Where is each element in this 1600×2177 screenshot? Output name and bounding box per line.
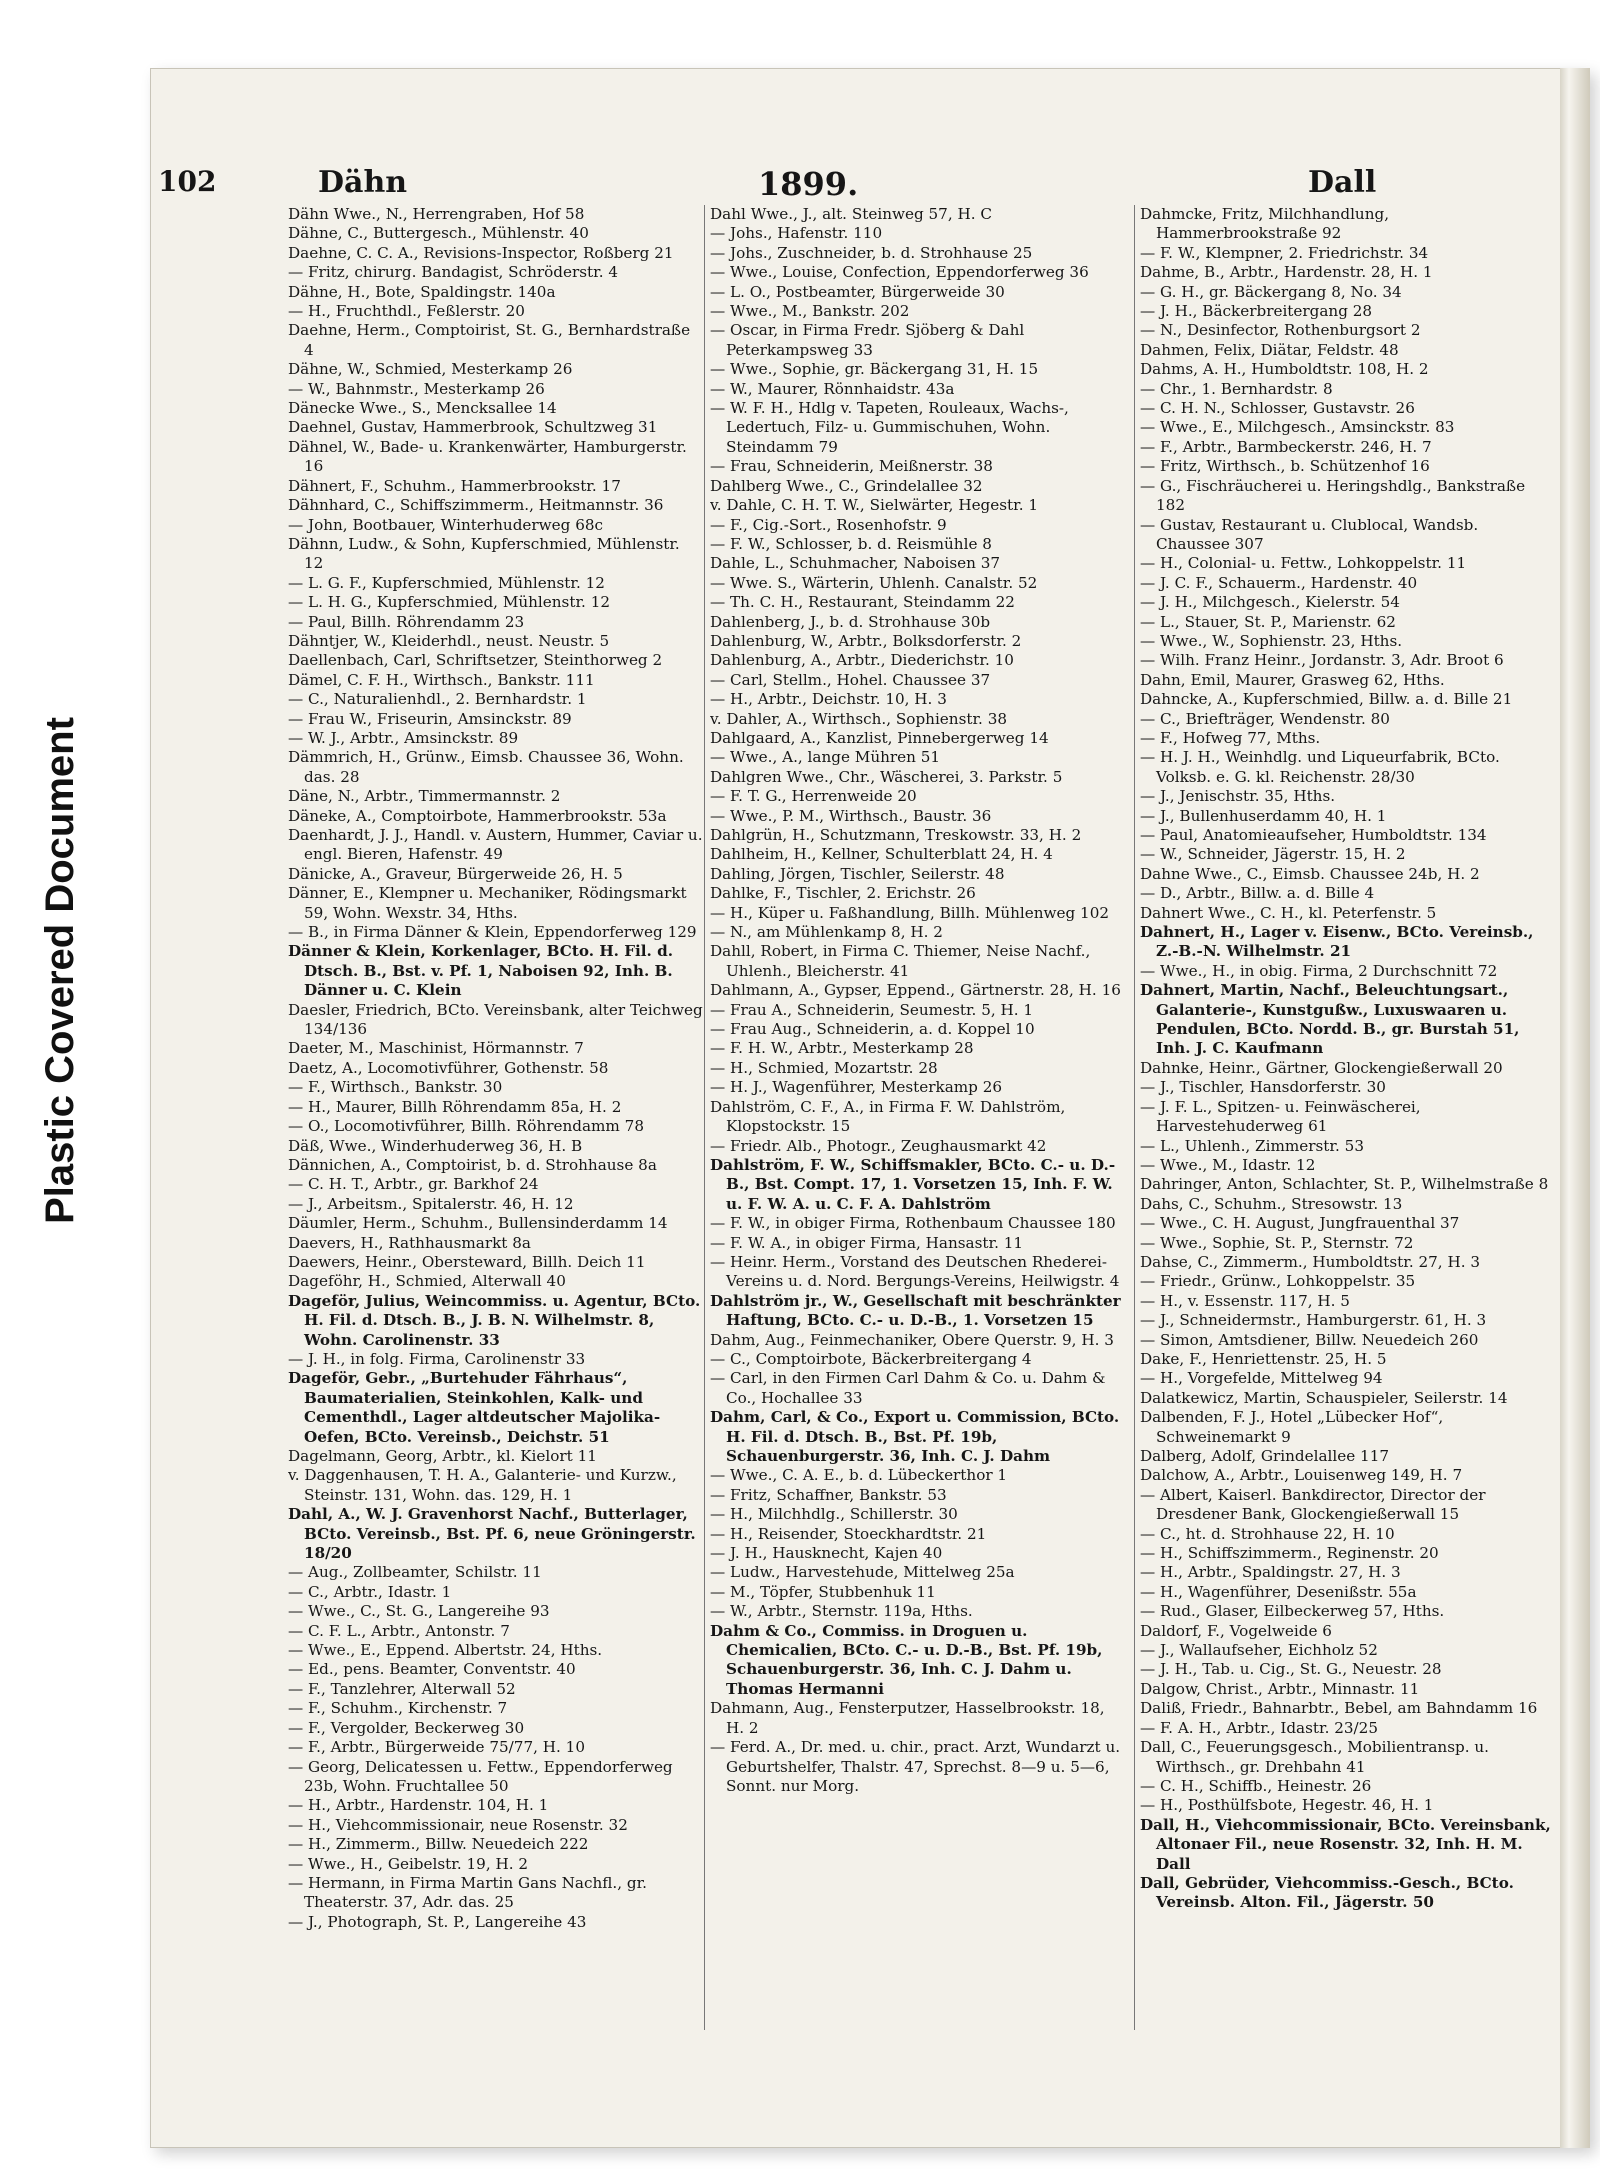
directory-entry: — Wwe., C., St. G., Langereihe 93 <box>288 1602 550 1621</box>
directory-entry: — F. W., in obiger Firma, Rothenbaum Chaussee 180 <box>710 1214 1116 1233</box>
directory-entry: — Wwe. S., Wärterin, Uhlenh. Canalstr. 52 <box>710 573 1038 592</box>
directory-entry: Dall, Gebrüder, Viehcommiss.-Gesch., BCto. Vereinsb. Alton. Fil., Jägerstr. 50 <box>1140 1873 1514 1912</box>
directory-entry: — J., Jenischstr. 35, Hths. <box>1140 787 1336 806</box>
directory-entry: Dahme, B., Arbtr., Hardenstr. 28, H. 1 <box>1140 263 1433 282</box>
directory-entry: Dahlström, F. W., Schiffsmakler, BCto. C.- u. D.-B., Bst. Compt. 17, 1. Vorsetzen 15, Inh. F. W. u. F. W. A. u. C. F. A. Dahlström <box>710 1155 1116 1213</box>
directory-entry: Dahnert, H., Lager v. Eisenw., BCto. Vereinsb., Z.-B.-N. Wilhelmstr. 21 <box>1140 923 1534 961</box>
directory-entry: Däumler, Herm., Schuhm., Bullensinderdamm 14 <box>288 1214 668 1233</box>
directory-entry: Dähnhard, C., Schiffszimmerm., Heitmannstr. 36 <box>288 496 664 515</box>
directory-entry: — Wwe., M., Idastr. 12 <box>1140 1155 1316 1174</box>
directory-entry: — Wwe., Sophie, St. P., Sternstr. 72 <box>1140 1233 1414 1252</box>
directory-entry: Daliß, Friedr., Bahnarbtr., Bebel, am Bahndamm 16 <box>1140 1699 1538 1718</box>
column-divider <box>1134 205 1135 2030</box>
directory-entry: — J., Arbeitsm., Spitalerstr. 46, H. 12 <box>288 1194 574 1213</box>
directory-entry: Daeter, M., Maschinist, Hörmannstr. 7 <box>288 1039 584 1058</box>
directory-entry: — C., Naturalienhdl., 2. Bernhardstr. 1 <box>288 690 587 709</box>
directory-entry: Dalgow, Christ., Arbtr., Minnastr. 11 <box>1140 1679 1420 1698</box>
directory-entry: — Wwe., Louise, Confection, Eppendorferweg 36 <box>710 263 1089 282</box>
directory-entry: — H., Arbtr., Spaldingstr. 27, H. 3 <box>1140 1563 1401 1582</box>
directory-entry: — C., Briefträger, Wendenstr. 80 <box>1140 709 1390 728</box>
page-header <box>158 165 1418 207</box>
directory-entry: Dahlgrün, H., Schutzmann, Treskowstr. 33, H. 2 <box>710 826 1082 844</box>
directory-entry: — O., Locomotivführer, Billh. Röhrendamm 78 <box>288 1117 644 1136</box>
directory-entry: — H., Arbtr., Hardenstr. 104, H. 1 <box>288 1796 549 1815</box>
directory-column-2 <box>710 205 1125 1796</box>
directory-entry: Dageför, Julius, Weincommiss. u. Agentur, BCto. H. Fil. d. Dtsch. B., J. B. N. Wilhelmstr. 8, Wohn. Carolinenstr. 33 <box>288 1291 701 1349</box>
directory-entry: — Th. C. H., Restaurant, Steindamm 22 <box>710 593 1015 612</box>
directory-entry: — H., Milchhdlg., Schillerstr. 30 <box>710 1505 958 1524</box>
directory-entry: — H., Küper u. Faßhandlung, Billh. Mühlenweg 102 <box>710 903 1110 922</box>
directory-entry: — L., Uhlenh., Zimmerstr. 53 <box>1140 1136 1364 1155</box>
directory-entry: — M., Töpfer, Stubbenhuk 11 <box>710 1582 936 1601</box>
directory-entry: Dahms, A. H., Humboldtstr. 108, H. 2 <box>1140 360 1429 379</box>
directory-entry: — Ludw., Harvestehude, Mittelweg 25a <box>710 1563 1015 1582</box>
directory-entry: Dännichen, A., Comptoirist, b. d. Strohhause 8a <box>288 1155 657 1174</box>
directory-entry: — F., Hofweg 77, Mths. <box>1140 728 1321 747</box>
directory-entry: — C. H. N., Schlosser, Gustavstr. 26 <box>1140 399 1415 418</box>
directory-entry: Dalberg, Adolf, Grindelallee 117 <box>1140 1447 1390 1465</box>
directory-entry: Dahle, L., Schuhmacher, Naboisen 37 <box>710 554 1001 573</box>
directory-entry: — H., Colonial- u. Fettw., Lohkoppelstr. 11 <box>1140 554 1467 573</box>
directory-entry: Dähn Wwe., N., Herrengraben, Hof 58 <box>288 205 585 223</box>
directory-entry: Dahmann, Aug., Fensterputzer, Hasselbrookstr. 18, H. 2 <box>710 1699 1105 1737</box>
directory-entry: — D., Arbtr., Billw. a. d. Bille 4 <box>1140 884 1375 903</box>
directory-entry: Dahmcke, Fritz, Milchhandlung, Hammerbrookstraße 92 <box>1140 205 1390 243</box>
directory-entry: — C. F. L., Arbtr., Antonstr. 7 <box>288 1621 510 1640</box>
directory-entry: Daehnel, Gustav, Hammerbrook, Schultzweg 31 <box>288 418 658 437</box>
directory-entry: Daehne, Herm., Comptoirist, St. G., Bernhardstraße 4 <box>288 321 691 359</box>
directory-entry: — Johs., Hafenstr. 110 <box>710 224 883 243</box>
directory-entry: Dahne Wwe., C., Eimsb. Chaussee 24b, H. 2 <box>1140 864 1480 883</box>
directory-entry: Dahlenberg, J., b. d. Strohhause 30b <box>710 612 991 631</box>
directory-entry: Dahnke, Heinr., Gärtner, Glockengießerwall 20 <box>1140 1058 1503 1077</box>
directory-entry: — H. J. H., Weinhdlg. und Liqueurfabrik, BCto. Volksb. e. G. kl. Reichenstr. 28/30 <box>1140 748 1500 786</box>
directory-entry: — F., Schuhm., Kirchenstr. 7 <box>288 1699 508 1718</box>
directory-entry: — Wwe., C. A. E., b. d. Lübeckerthor 1 <box>710 1466 1008 1485</box>
directory-entry: — J., Wallaufseher, Eichholz 52 <box>1140 1641 1378 1660</box>
directory-entry: — H., Zimmerm., Billw. Neuedeich 222 <box>288 1835 589 1854</box>
directory-entry: — Frau, Schneiderin, Meißnerstr. 38 <box>710 457 993 476</box>
directory-entry: Dagelmann, Georg, Arbtr., kl. Kielort 11 <box>288 1447 597 1465</box>
directory-entry: Däne, N., Arbtr., Timmermannstr. 2 <box>288 787 561 806</box>
directory-entry: — Frau W., Friseurin, Amsinckstr. 89 <box>288 709 572 728</box>
directory-entry: — J. H., Milchgesch., Kielerstr. 54 <box>1140 593 1400 612</box>
directory-entry: — Chr., 1. Bernhardstr. 8 <box>1140 379 1333 398</box>
directory-entry: — John, Bootbauer, Winterhuderweg 68c <box>288 515 604 534</box>
directory-entry: Dahlenburg, A., Arbtr., Diederichstr. 10 <box>710 651 1014 670</box>
directory-entry: Daellenbach, Carl, Schriftsetzer, Steinthorweg 2 <box>288 651 663 670</box>
directory-entry: — W., Arbtr., Sternstr. 119a, Hths. <box>710 1602 973 1621</box>
directory-entry: — G., Fischräucherei u. Heringshdlg., Bankstraße 182 <box>1140 476 1526 515</box>
directory-entry: — H., Maurer, Billh Röhrendamm 85a, H. 2 <box>288 1097 622 1116</box>
directory-entry: — H., Viehcommissionair, neue Rosenstr. 32 <box>288 1815 628 1834</box>
directory-entry: — Frau A., Schneiderin, Seumestr. 5, H. 1 <box>710 1000 1034 1019</box>
page-edge <box>1560 68 1590 2148</box>
directory-entry: — Ed., pens. Beamter, Conventstr. 40 <box>288 1660 576 1679</box>
directory-entry: — J. H., Bäckerbreitergang 28 <box>1140 302 1373 321</box>
directory-column-3 <box>1140 205 1555 1913</box>
directory-entry: — W., Maurer, Rönnhaidstr. 43a <box>710 379 955 398</box>
directory-entry: Dänecke Wwe., S., Mencksallee 14 <box>288 399 557 418</box>
directory-entry: — F. H. W., Arbtr., Mesterkamp 28 <box>710 1039 974 1058</box>
directory-entry: — Carl, in den Firmen Carl Dahm & Co. u. Dahm & Co., Hochallee 33 <box>710 1369 1106 1407</box>
directory-entry: Dahm, Aug., Feinmechaniker, Obere Querstr. 9, H. 3 <box>710 1330 1114 1349</box>
directory-entry: Dake, F., Henriettenstr. 25, H. 5 <box>1140 1349 1387 1368</box>
directory-entry: — Wwe., E., Eppend. Albertstr. 24, Hths. <box>288 1641 603 1660</box>
directory-entry: — Aug., Zollbeamter, Schilstr. 11 <box>288 1563 542 1582</box>
directory-entry: — Fritz, Schaffner, Bankstr. 53 <box>710 1485 947 1504</box>
directory-entry: — Simon, Amtsdiener, Billw. Neuedeich 260 <box>1140 1330 1479 1349</box>
directory-entry: — Wwe., Sophie, gr. Bäckergang 31, H. 15 <box>710 360 1039 379</box>
directory-entry: Dähnel, W., Bade- u. Krankenwärter, Hamburgerstr. 16 <box>288 437 687 476</box>
directory-entry: — Carl, Stellm., Hohel. Chaussee 37 <box>710 670 991 689</box>
directory-entry: Dahling, Jörgen, Tischler, Seilerstr. 48 <box>710 864 1005 883</box>
directory-entry: — Hermann, in Firma Martin Gans Nachfl., gr. Theaterstr. 37, Adr. das. 25 <box>288 1873 647 1912</box>
directory-entry: — Paul, Anatomieaufseher, Humboldtstr. 134 <box>1140 826 1487 844</box>
directory-entry: Dahringer, Anton, Schlachter, St. P., Wilhelmstraße 8 <box>1140 1175 1549 1194</box>
directory-entry: Dähntjer, W., Kleiderhdl., neust. Neustr. 5 <box>288 631 610 650</box>
directory-entry: — L. H. G., Kupferschmied, Mühlenstr. 12 <box>288 593 611 612</box>
directory-entry: Dahlgren Wwe., Chr., Wäscherei, 3. Parkstr. 5 <box>710 767 1063 786</box>
directory-entry: Daesler, Friedrich, BCto. Vereinsbank, alter Teichweg 134/136 <box>288 1000 703 1039</box>
directory-entry: — W., Schneider, Jägerstr. 15, H. 2 <box>1140 845 1406 864</box>
directory-entry: Dahse, C., Zimmerm., Humboldtstr. 27, H. 3 <box>1140 1252 1481 1271</box>
directory-entry: — C. H., Schiffb., Heinestr. 26 <box>1140 1776 1372 1795</box>
directory-entry: — F., Tanzlehrer, Alterwall 52 <box>288 1679 516 1698</box>
directory-entry: — N., am Mühlenkamp 8, H. 2 <box>710 923 943 942</box>
directory-entry: Dahl Wwe., J., alt. Steinweg 57, H. C <box>710 205 993 223</box>
directory-entry: — H., Wagenführer, Desenißstr. 55a <box>1140 1582 1417 1601</box>
directory-entry: Daewers, Heinr., Obersteward, Billh. Deich 11 <box>288 1252 646 1271</box>
directory-entry: Dall, H., Viehcommissionair, BCto. Vereinsbank, Altonaer Fil., neue Rosenstr. 32, Inh. H. M. Dall <box>1140 1815 1551 1873</box>
directory-entry: — H., Fruchthdl., Feßlerstr. 20 <box>288 302 525 321</box>
directory-entry: — Wwe., M., Bankstr. 202 <box>710 302 910 321</box>
right-keyword: Dall <box>1308 165 1377 200</box>
directory-entry: Dähnert, F., Schuhm., Hammerbrookstr. 17 <box>288 476 621 495</box>
directory-entry: — H., Arbtr., Deichstr. 10, H. 3 <box>710 690 947 709</box>
directory-entry: Dahlmann, A., Gypser, Eppend., Gärtnerstr. 28, H. 16 <box>710 981 1121 1000</box>
directory-entry: — H., Schmied, Mozartstr. 28 <box>710 1058 938 1077</box>
directory-entry: — G. H., gr. Bäckergang 8, No. 34 <box>1140 282 1402 301</box>
page-number: 102 <box>158 165 217 198</box>
directory-entry: Dageför, Gebr., „Burtehuder Fährhaus“, Baumaterialien, Steinkohlen, Kalk- und Cementhdl., Lager altdeutscher Majolika-Oefen, BCto. Vereinsb., Deichstr. 51 <box>288 1369 661 1446</box>
directory-entry: — J. H., in folg. Firma, Carolinenstr 33 <box>288 1349 586 1368</box>
directory-entry: — Wwe., C. H. August, Jungfrauenthal 37 <box>1140 1214 1460 1233</box>
directory-entry: Dänner & Klein, Korkenlager, BCto. H. Fil. d. Dtsch. B., Bst. v. Pf. 1, Naboisen 92, Inh. B. Dänner u. C. Klein <box>288 942 674 1000</box>
directory-entry: — H. J., Wagenführer, Mesterkamp 26 <box>710 1078 1003 1097</box>
directory-entry: Dahm, Carl, & Co., Export u. Commission, BCto. H. Fil. d. Dtsch. B., Bst. Pf. 19b, Schauenburgerstr. 36, Inh. C. J. Dahm <box>710 1408 1120 1465</box>
directory-entry: — F., Arbtr., Barmbeckerstr. 246, H. 7 <box>1140 437 1432 456</box>
directory-entry: — J., Schneidermstr., Hamburgerstr. 61, H. 3 <box>1140 1311 1487 1330</box>
directory-entry: — F. W. A., in obiger Firma, Hansastr. 11 <box>710 1233 1024 1252</box>
directory-entry: — Heinr. Herm., Vorstand des Deutschen Rhederei-Vereins u. d. Nord. Bergungs-Vereins, Heilwigstr. 4 <box>710 1252 1120 1291</box>
year-heading: 1899. <box>758 165 859 203</box>
directory-entry: — F. A. H., Arbtr., Idastr. 23/25 <box>1140 1718 1379 1737</box>
directory-entry: Dahlberg Wwe., C., Grindelallee 32 <box>710 476 983 495</box>
directory-entry: — Albert, Kaiserl. Bankdirector, Director der Dresdener Bank, Glockengießerwall 15 <box>1140 1485 1486 1524</box>
directory-entry: — Wwe., E., Milchgesch., Amsinckstr. 83 <box>1140 418 1455 437</box>
directory-entry: v. Dahle, C. H. T. W., Sielwärter, Hegestr. 1 <box>710 496 1039 515</box>
directory-entry: Dämmrich, H., Grünw., Eimsb. Chaussee 36, Wohn. das. 28 <box>288 748 684 786</box>
directory-entry: Dahs, C., Schuhm., Stresowstr. 13 <box>1140 1194 1403 1213</box>
directory-entry: Dageföhr, H., Schmied, Alterwall 40 <box>288 1272 566 1291</box>
directory-entry: Dahmen, Felix, Diätar, Feldstr. 48 <box>1140 340 1399 359</box>
directory-entry: — Wwe., A., lange Mühren 51 <box>710 748 941 767</box>
directory-entry: — J., Bullenhuserdamm 40, H. 1 <box>1140 806 1387 825</box>
directory-entry: Dänner, E., Klempner u. Mechaniker, Rödingsmarkt 59, Wohn. Wexstr. 34, Hths. <box>288 884 687 922</box>
directory-entry: — Wwe., H., in obig. Firma, 2 Durchschnitt 72 <box>1140 961 1498 980</box>
directory-entry: Dahlgaard, A., Kanzlist, Pinnebergerweg 14 <box>710 728 1049 747</box>
directory-entry: — Friedr., Grünw., Lohkoppelstr. 35 <box>1140 1272 1416 1291</box>
directory-entry: Dalchow, A., Arbtr., Louisenweg 149, H. 7 <box>1140 1466 1463 1485</box>
directory-entry: Dalatkewicz, Martin, Schauspieler, Seilerstr. 14 <box>1140 1388 1508 1407</box>
directory-entry: — H., Reisender, Stoeckhardtstr. 21 <box>710 1524 987 1543</box>
directory-entry: — Rud., Glaser, Eilbeckerweg 57, Hths. <box>1140 1602 1445 1621</box>
directory-entry: — J., Photograph, St. P., Langereihe 43 <box>288 1912 587 1931</box>
directory-entry: — F. W., Klempner, 2. Friedrichstr. 34 <box>1140 243 1429 262</box>
directory-entry: — Wwe., P. M., Wirthsch., Baustr. 36 <box>710 806 992 825</box>
directory-entry: — Paul, Billh. Röhrendamm 23 <box>288 612 525 631</box>
directory-entry: Dalbenden, F. J., Hotel „Lübecker Hof“, Schweinemarkt 9 <box>1140 1408 1444 1446</box>
directory-entry: Daldorf, F., Vogelweide 6 <box>1140 1621 1332 1640</box>
directory-entry: — N., Desinfector, Rothenburgsort 2 <box>1140 321 1421 340</box>
directory-entry: Daehne, C. C. A., Revisions-Inspector, Roßberg 21 <box>288 243 674 262</box>
directory-entry: Dahlström, C. F., A., in Firma F. W. Dahlström, Klopstockstr. 15 <box>710 1097 1066 1136</box>
directory-entry: — Gustav, Restaurant u. Clublocal, Wandsb. Chaussee 307 <box>1140 515 1479 553</box>
directory-entry: — H., Posthülfsbote, Hegestr. 46, H. 1 <box>1140 1796 1434 1815</box>
directory-entry: — F., Cig.-Sort., Rosenhofstr. 9 <box>710 515 947 534</box>
directory-entry: Dahnert, Martin, Nachf., Beleuchtungsart., Galanterie-, Kunstgußw., Luxuswaaren u. Pendulen, BCto. Nordd. B., gr. Burstah 51, Inh. J. C. Kaufmann <box>1140 981 1520 1058</box>
directory-entry: — Wwe., H., Geibelstr. 19, H. 2 <box>288 1854 529 1873</box>
directory-entry: — H., v. Essenstr. 117, H. 5 <box>1140 1291 1350 1310</box>
directory-entry: Daevers, H., Rathhausmarkt 8a <box>288 1233 531 1252</box>
directory-entry: — W., Bahnmstr., Mesterkamp 26 <box>288 379 545 398</box>
directory-entry: — W. F. H., Hdlg v. Tapeten, Rouleaux, Wachs-, Ledertuch, Filz- u. Gummischuhen, Wohn. Steindamm 79 <box>710 399 1069 456</box>
directory-entry: — Fritz, Wirthsch., b. Schützenhof 16 <box>1140 457 1430 476</box>
directory-entry: — J. F. L., Spitzen- u. Feinwäscherei, Harvestehuderweg 61 <box>1140 1097 1421 1136</box>
directory-entry: — L. O., Postbeamter, Bürgerweide 30 <box>710 282 1005 301</box>
directory-entry: — C., Comptoirbote, Bäckerbreitergang 4 <box>710 1349 1032 1368</box>
left-keyword: Dähn <box>318 165 408 200</box>
directory-entry: Dahlenburg, W., Arbtr., Bolksdorferstr. 2 <box>710 631 1022 650</box>
directory-entry: Dähnn, Ludw., & Sohn, Kupferschmied, Mühlenstr. 12 <box>288 534 680 573</box>
directory-entry: Dahnert Wwe., C. H., kl. Peterfenstr. 5 <box>1140 903 1437 922</box>
directory-entry: — F. W., Schlosser, b. d. Reismühle 8 <box>710 534 992 553</box>
directory-entry: — Frau Aug., Schneiderin, a. d. Koppel 10 <box>710 1020 1035 1039</box>
directory-entry: — Johs., Zuschneider, b. d. Strohhause 25 <box>710 243 1033 262</box>
directory-entry: — Oscar, in Firma Fredr. Sjöberg & Dahl Peterkampsweg 33 <box>710 321 1025 359</box>
directory-entry: v. Daggenhausen, T. H. A., Galanterie- und Kurzw., Steinstr. 131, Wohn. das. 129, H. 1 <box>288 1466 677 1504</box>
side-label <box>20 560 100 1380</box>
directory-entry: Dahl, A., W. J. Gravenhorst Nachf., Butterlager, BCto. Vereinsb., Bst. Pf. 6, neue Gröningerstr. 18/20 <box>288 1505 696 1563</box>
directory-column-1 <box>288 205 703 1932</box>
directory-entry: v. Dahler, A., Wirthsch., Sophienstr. 38 <box>710 709 1008 728</box>
directory-entry: — H., Vorgefelde, Mittelweg 94 <box>1140 1369 1383 1388</box>
directory-entry: — L., Stauer, St. P., Marienstr. 62 <box>1140 612 1396 631</box>
directory-entry: — J. C. F., Schauerm., Hardenstr. 40 <box>1140 573 1418 592</box>
directory-entry: Dall, C., Feuerungsgesch., Mobilientransp. u. Wirthsch., gr. Drehbahn 41 <box>1140 1738 1489 1776</box>
directory-entry: Daetz, A., Locomotivführer, Gothenstr. 58 <box>288 1058 609 1077</box>
directory-entry: Dähne, C., Buttergesch., Mühlenstr. 40 <box>288 224 589 243</box>
directory-entry: Dämel, C. F. H., Wirthsch., Bankstr. 111 <box>288 670 595 689</box>
directory-entry: — F., Wirthsch., Bankstr. 30 <box>288 1078 503 1097</box>
directory-entry: — B., in Firma Dänner & Klein, Eppendorferweg 129 <box>288 923 697 942</box>
directory-entry: — Wwe., W., Sophienstr. 23, Hths. <box>1140 631 1403 650</box>
directory-entry: — Georg, Delicatessen u. Fettw., Eppendorferweg 23b, Wohn. Fruchtallee 50 <box>288 1757 673 1795</box>
directory-entry: — C. H. T., Arbtr., gr. Barkhof 24 <box>288 1175 539 1194</box>
column-divider <box>704 205 705 2030</box>
directory-entry: Däß, Wwe., Winderhuderweg 36, H. B <box>288 1136 583 1155</box>
directory-entry: — F., Arbtr., Bürgerweide 75/77, H. 10 <box>288 1738 585 1757</box>
directory-entry: — J., Tischler, Hansdorferstr. 30 <box>1140 1078 1386 1097</box>
directory-entry: — L. G. F., Kupferschmied, Mühlenstr. 12 <box>288 573 605 592</box>
directory-entry: — J. H., Hausknecht, Kajen 40 <box>710 1544 943 1563</box>
directory-entry: Daenhardt, J. J., Handl. v. Austern, Hummer, Caviar u. engl. Bieren, Hafenstr. 49 <box>288 826 703 864</box>
side-label-text: Plastic Covered Document <box>37 716 82 1224</box>
directory-entry: — H., Schiffszimmerm., Reginenstr. 20 <box>1140 1544 1439 1563</box>
directory-entry: — J. H., Tab. u. Cig., St. G., Neuestr. 28 <box>1140 1660 1442 1679</box>
directory-entry: Dahm & Co., Commiss. in Droguen u. Chemicalien, BCto. C.- u. D.-B., Bst. Pf. 19b, Schauenburgerstr. 36, Inh. C. J. Dahm u. Thomas Hermanni <box>710 1621 1103 1698</box>
directory-entry: Dahncke, A., Kupferschmied, Billw. a. d. Bille 21 <box>1140 690 1513 709</box>
directory-entry: — Ferd. A., Dr. med. u. chir., pract. Arzt, Wundarzt u. Geburtshelfer, Thalstr. 47, Sprechst. 8—9 u. 5—6, Sonnt. nur Morg. <box>710 1738 1121 1795</box>
directory-entry: — F. T. G., Herrenweide 20 <box>710 787 917 806</box>
directory-entry: Dahlke, F., Tischler, 2. Erichstr. 26 <box>710 884 976 903</box>
directory-entry: — Fritz, chirurg. Bandagist, Schröderstr. 4 <box>288 263 619 282</box>
directory-entry: — C., Arbtr., Idastr. 1 <box>288 1582 452 1601</box>
directory-entry: Däneke, A., Comptoirbote, Hammerbrookstr. 53a <box>288 806 667 825</box>
directory-entry: — Wilh. Franz Heinr., Jordanstr. 3, Adr. Broot 6 <box>1140 651 1504 670</box>
directory-entry: Dahll, Robert, in Firma C. Thiemer, Neise Nachf., Uhlenh., Bleicherstr. 41 <box>710 942 1091 980</box>
directory-entry: Dähne, H., Bote, Spaldingstr. 140a <box>288 282 556 301</box>
directory-entry: — Friedr. Alb., Photogr., Zeughausmarkt 42 <box>710 1136 1047 1155</box>
directory-entry: Dahlström jr., W., Gesellschaft mit beschränkter Haftung, BCto. C.- u. D.-B., 1. Vorsetzen 15 <box>710 1291 1121 1330</box>
directory-entry: Dahlheim, H., Kellner, Schulterblatt 24, H. 4 <box>710 845 1053 864</box>
directory-entry: Dänicke, A., Graveur, Bürgerweide 26, H. 5 <box>288 864 623 883</box>
directory-entry: — C., ht. d. Strohhause 22, H. 10 <box>1140 1524 1395 1543</box>
directory-entry: Dahn, Emil, Maurer, Grasweg 62, Hths. <box>1140 670 1445 689</box>
directory-entry: Dähne, W., Schmied, Mesterkamp 26 <box>288 360 573 379</box>
directory-entry: — F., Vergolder, Beckerweg 30 <box>288 1718 525 1737</box>
directory-entry: — W. J., Arbtr., Amsinckstr. 89 <box>288 728 519 747</box>
